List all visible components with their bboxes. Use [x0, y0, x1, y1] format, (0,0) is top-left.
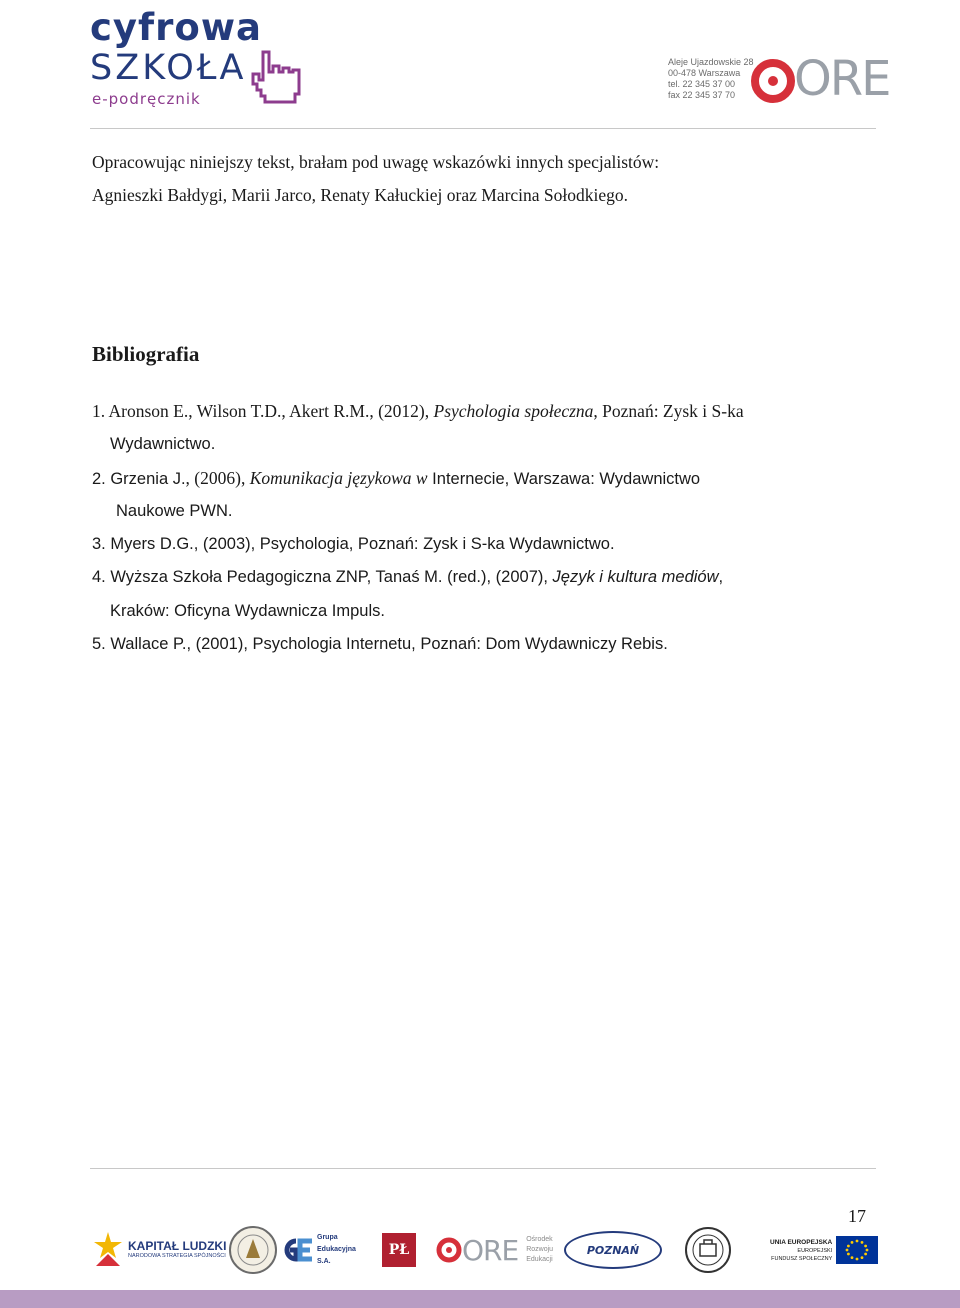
bib-item-1-continuation: Wydawnictwo.: [110, 435, 216, 453]
bib-item-1-publisher: , Poznań: Zysk i S-ka: [593, 401, 744, 421]
bib-item-1-authors: 1. Aronson E., Wilson T.D., Akert R.M., (2012),: [92, 401, 434, 421]
footer-logos: [90, 1222, 880, 1282]
bib-item-2-continuation: Naukowe PWN.: [116, 502, 233, 520]
university-seal-icon: [228, 1225, 278, 1275]
address-line: fax 22 345 37 70: [668, 90, 736, 100]
bib-item-3: [92, 535, 615, 554]
kapital-ludzki-text: KAPITAŁ LUDZKI: [128, 1239, 227, 1253]
intro-line-1: Opracowując niniejszy tekst, brałam pod uwagę wskazówki innych specjalistów:: [92, 152, 660, 172]
bib-item-2-author: 2. Grzenia J.: [92, 470, 186, 488]
kapital-ludzki-subtext: NARODOWA STRATEGIA SPÓJNOŚCI: [128, 1253, 226, 1259]
bib-item-4-comma: ,: [718, 568, 724, 586]
header-divider: [90, 128, 876, 129]
page-number: 17: [848, 1206, 866, 1226]
pl-logo: [382, 1222, 416, 1278]
bib-item-2-title: Komunikacja językowa w: [249, 468, 428, 488]
kapital-ludzki-logo: [94, 1222, 226, 1278]
pointing-hand-icon: [245, 48, 303, 106]
bib-item-1-title: Psychologia społeczna: [433, 401, 594, 421]
eu-flag-icon: [836, 1236, 878, 1264]
footer-divider: [90, 1168, 876, 1169]
grupa-edukacyjna-logo: [278, 1222, 369, 1278]
star-arrow-icon: [94, 1232, 122, 1268]
intro-line-2: Agnieszki Bałdygi, Marii Jarco, Renaty Kałuckiej oraz Marcina Sołodkiego.: [92, 185, 629, 205]
bib-item-1: [92, 401, 744, 422]
eu-sub2: FUNDUSZ SPOŁECZNY: [771, 1255, 833, 1262]
bib-item-4-authors: 4. Wyższa Szkoła Pedagogiczna ZNP, Tanaś M. (red.), (2007),: [92, 568, 553, 586]
bib-item-4-title: Język i kultura mediów: [552, 568, 719, 586]
logo-line-cyfrowa: cyfrowa: [90, 6, 262, 49]
university-seal-2: [684, 1222, 732, 1278]
bib-item-2: [92, 468, 700, 489]
osrodek-line: Ośrodek: [526, 1236, 553, 1243]
bib-item-4-continuation: Kraków: Oficyna Wydawnicza Impuls.: [110, 602, 385, 620]
ore-address: [668, 57, 758, 101]
address-line: tel. 22 345 37 00: [668, 79, 736, 89]
bib-item-4: [92, 568, 723, 587]
bibliography-heading: Bibliografia: [92, 342, 200, 366]
ore-logo: [750, 51, 890, 108]
osrodek-line: Rozwoju: [526, 1246, 554, 1253]
eu-sub1: EUROPEJSKI: [797, 1247, 833, 1254]
osrodek-line: Edukacji: [526, 1256, 553, 1263]
logo-line-szkola: SZKOŁA: [90, 48, 247, 88]
ore-circle-icon: [750, 58, 796, 104]
pl-logo-text: PŁ: [382, 1233, 416, 1267]
poznan-logo-text: POZNAŃ: [564, 1231, 662, 1269]
eu-logo: [770, 1222, 878, 1278]
logo-line-epodrecznik: e-podręcznik: [92, 90, 201, 108]
bib-item-2-year: , (2006),: [185, 468, 250, 488]
ore-footer-text: ORE: [462, 1233, 519, 1267]
poznan-logo: [564, 1222, 662, 1278]
ore-footer-logo: [436, 1222, 553, 1278]
bib-item-3-author: 3. Myers D.G.: [92, 535, 194, 553]
grupa-edukacyjna-text: Grupa Edukacyjna S.A.: [317, 1234, 356, 1265]
cyfrowa-szkola-logo: [90, 8, 310, 108]
bib-item-3-details: , (2003), Psychologia, Poznań: Zysk i S-ka Wydawnictwo.: [193, 535, 615, 553]
address-line: Aleje Ujazdowskie 28: [668, 57, 754, 67]
ore-circle-icon: [436, 1237, 462, 1263]
university-seal-1: [228, 1222, 278, 1278]
bib-item-5-author: 5. Wallace P.: [92, 635, 187, 653]
bib-item-5: [92, 635, 668, 654]
bib-item-2-publisher: Internecie, Warszawa: Wydawnictwo: [427, 470, 701, 488]
university-seal-icon: [684, 1226, 732, 1274]
ore-logo-text: ORE: [794, 51, 890, 107]
eu-title: UNIA EUROPEJSKA: [770, 1238, 833, 1246]
bib-item-5-details: , (2001), Psychologia Internetu, Poznań: Dom Wydawniczy Rebis.: [186, 635, 668, 653]
ge-icon: [278, 1237, 314, 1263]
address-line: 00-478 Warszawa: [668, 68, 741, 78]
bottom-bar: [0, 1290, 960, 1308]
